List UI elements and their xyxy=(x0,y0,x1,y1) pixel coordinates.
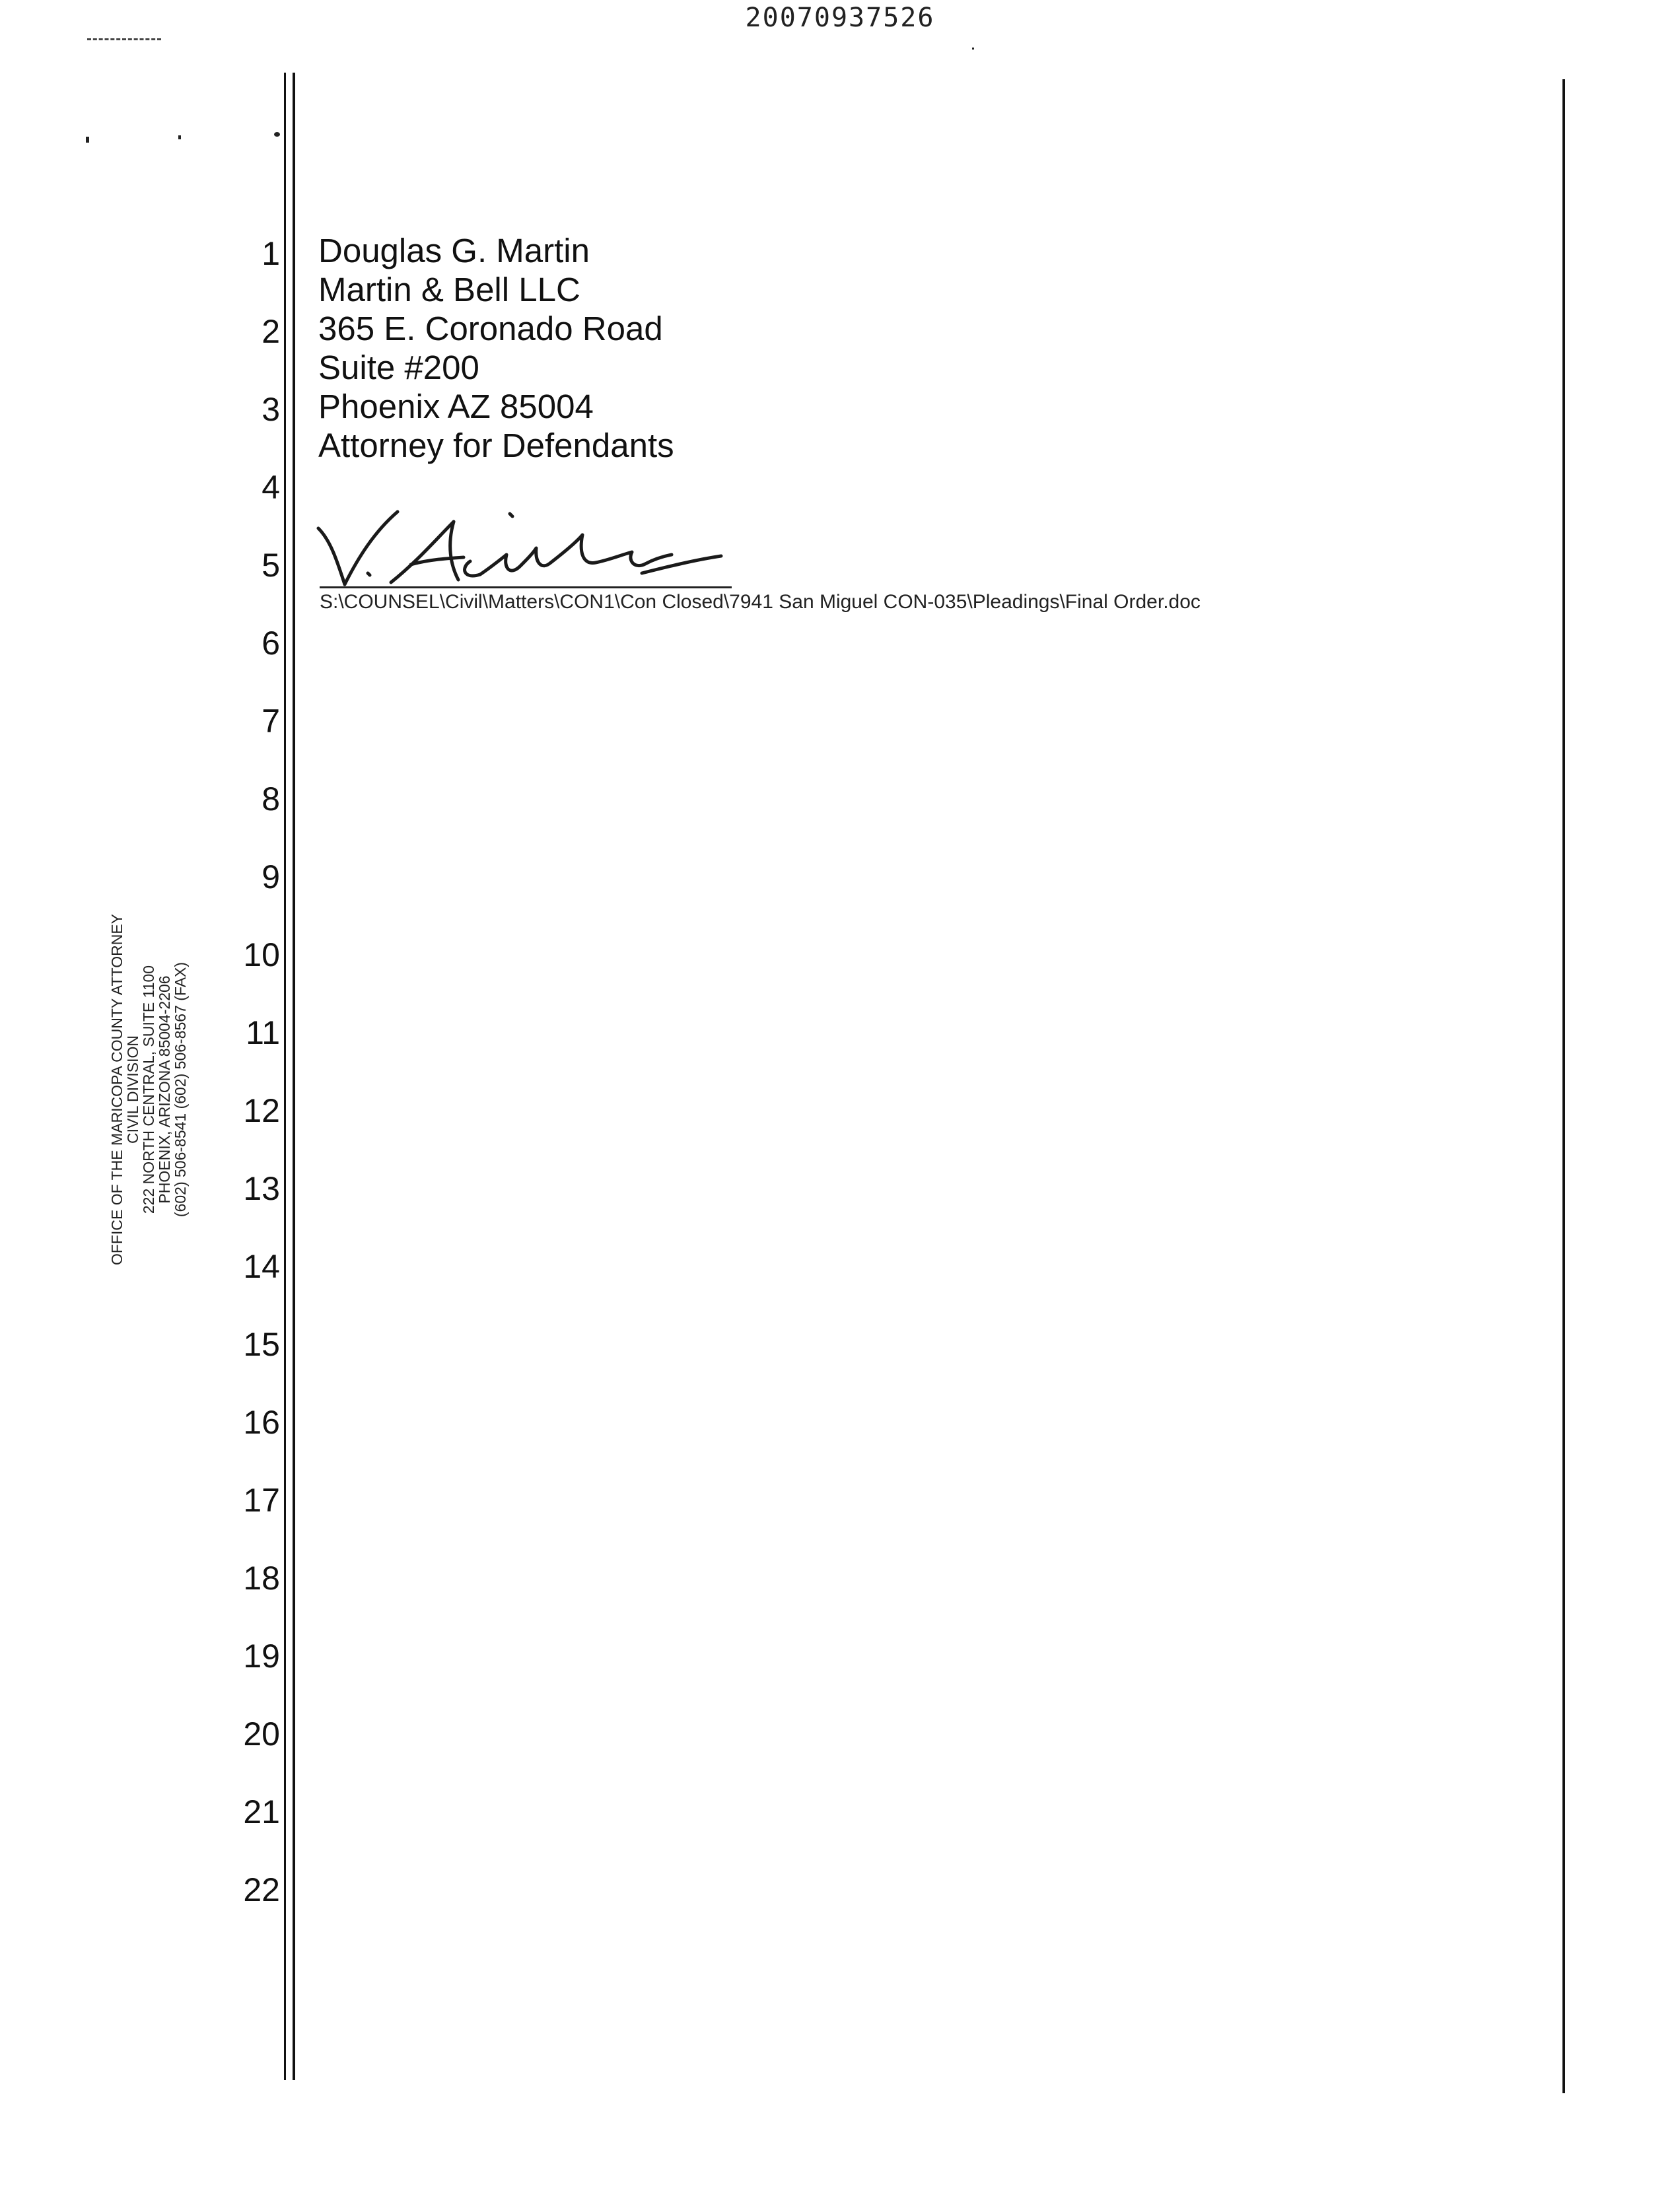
left-margin-rule-inner xyxy=(293,73,295,2080)
signature-underline xyxy=(320,586,732,588)
line-number: 20 xyxy=(243,1716,280,1753)
line-number: 14 xyxy=(243,1248,280,1285)
scan-speck xyxy=(178,135,181,139)
line-number: 16 xyxy=(243,1404,280,1441)
line-number: 10 xyxy=(243,936,280,973)
line-number: 9 xyxy=(262,858,280,895)
scan-dash-mark xyxy=(87,38,161,42)
line-number: 1 xyxy=(262,235,280,272)
right-margin-rule xyxy=(1562,79,1565,2093)
suite-number: Suite #200 xyxy=(318,349,479,386)
line-number: 12 xyxy=(243,1092,280,1129)
attorney-address-block xyxy=(318,231,674,465)
attorney-role: Attorney for Defendants xyxy=(318,427,674,464)
line-number: 22 xyxy=(243,1871,280,1908)
office-division: CIVIL DIVISION xyxy=(124,1035,141,1144)
city-state-zip: Phoenix AZ 85004 xyxy=(318,388,594,425)
scan-speck xyxy=(274,132,280,137)
line-number: 17 xyxy=(243,1482,280,1519)
office-city: PHOENIX, ARIZONA 85004-2206 xyxy=(156,975,173,1204)
left-margin-rule-outer xyxy=(284,73,286,2080)
line-number: 19 xyxy=(243,1638,280,1675)
line-number: 7 xyxy=(262,703,280,740)
line-number: 11 xyxy=(246,1014,280,1051)
line-number: 15 xyxy=(243,1326,280,1363)
file-path: S:\COUNSEL\Civil\Matters\CON1\Con Closed\7941 San Miguel CON-035\Pleadings\Final Order.doc xyxy=(320,591,1201,613)
law-firm-name: Martin & Bell LLC xyxy=(318,271,580,308)
line-number: 4 xyxy=(262,469,280,506)
document-number: 20070937526 xyxy=(745,3,935,33)
line-number: 21 xyxy=(243,1793,280,1830)
office-phone: (602) 506-8541 (602) 506-8567 (FAX) xyxy=(172,961,189,1218)
line-number: 6 xyxy=(262,625,280,662)
line-number: 5 xyxy=(262,547,280,584)
line-number: 3 xyxy=(262,391,280,428)
office-street: 222 NORTH CENTRAL, SUITE 1100 xyxy=(140,965,157,1214)
line-number: 13 xyxy=(243,1170,280,1207)
office-name: OFFICE OF THE MARICOPA COUNTY ATTORNEY xyxy=(108,913,125,1266)
handwritten-signature xyxy=(312,502,734,594)
county-attorney-office-address xyxy=(109,914,188,1265)
line-number: 18 xyxy=(243,1560,280,1597)
scan-speck xyxy=(972,48,974,50)
line-number: 8 xyxy=(262,781,280,817)
street-address: 365 E. Coronado Road xyxy=(318,310,663,347)
attorney-name: Douglas G. Martin xyxy=(318,232,590,269)
scan-speck xyxy=(86,137,89,143)
line-number: 2 xyxy=(262,313,280,350)
